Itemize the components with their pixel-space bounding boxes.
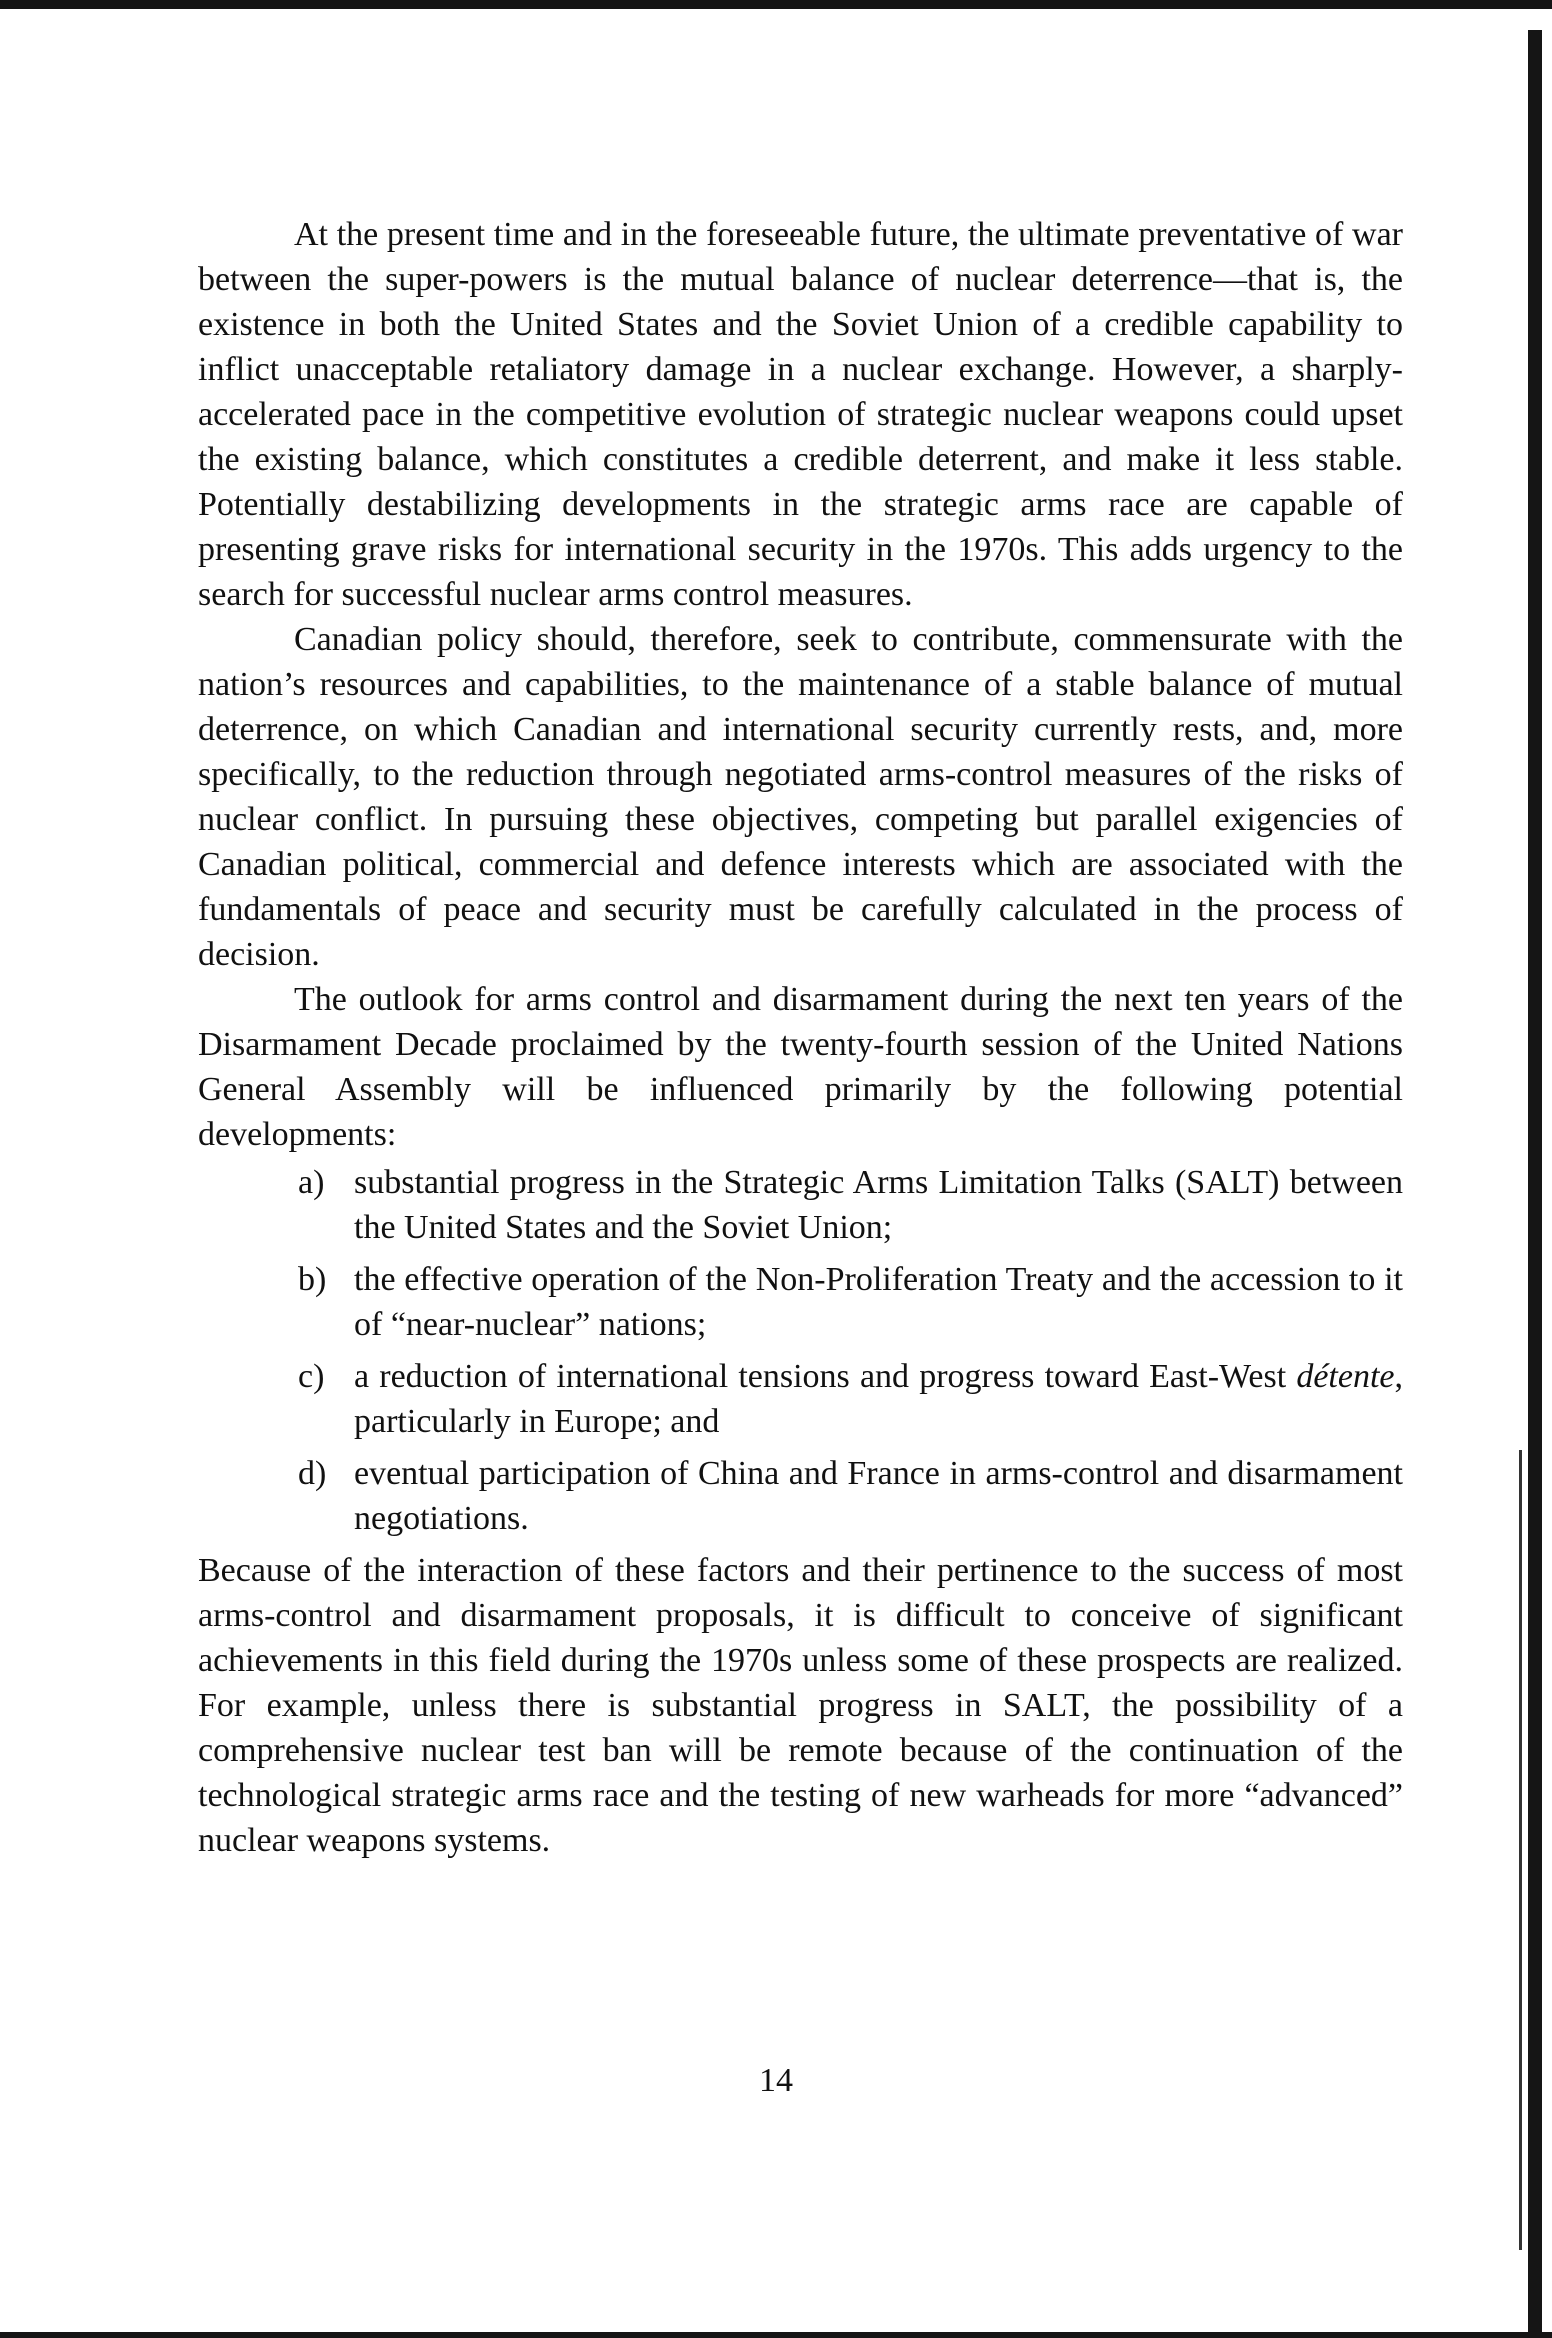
document-body [198,212,1403,1863]
bottom-border-rule [0,2332,1552,2338]
list-item [198,1451,1403,1541]
page-number: 14 [759,2062,793,2099]
list-item [198,1354,1403,1444]
right-inner-rule [1519,1450,1522,2250]
paragraph-canadian-policy: Canadian policy should, therefore, seek to contribute, commensurate with the nation’s resources and capabilities, to the maintenance of a stable balance of mutual deterrence, on which Canadian and international security currently rests, and, more specifically, to the reduction through negotiated arms-control measures of the risks of nuclear conflict. In pursuing these objectives, competing but parallel exigencies of Canadian political, commercial and defence interests which are associated with the fundamentals of peace and security must be carefully calculated in the process of decision. [198,621,1403,973]
list-item-text: eventual participation of China and France in arms-control and disarmament negotiations. [354,1455,1403,1537]
paragraph-deterrence: At the present time and in the foreseeable future, the ultimate preventative of war between the super-powers is the mutual balance of nuclear deterrence—that is, the existence in both the United States and the Soviet Union of a credible capability to inflict unacceptable retaliatory damage in a nuclear exchange. However, a sharply-accelerated pace in the competitive evolution of strategic nuclear weapons could upset the existing balance, which constitutes a credible deterrent, and make it less stable. Potentially destabilizing developments in the strategic arms race are capable of presenting grave risks for international security in the 1970s. This adds urgency to the search for successful nuclear arms control measures. [198,216,1403,613]
paragraph-closing: Because of the interaction of these factors and their pertinence to the success of most arms-control and disarmament proposals, it is difficult to conceive of significant achievements in this field during the 1970s unless some of these prospects are realized. For example, unless there is substantial progress in SALT, the possibility of a comprehensive nuclear test ban will be remote because of the continuation of the technological strategic arms race and the testing of new warheads for more “advanced” nuclear weapons systems. [198,1552,1403,1859]
italic-term-detente: détente [1296,1358,1395,1395]
right-border-rule [1528,30,1542,2335]
list-marker: a) [298,1164,325,1201]
list-marker: c) [298,1358,325,1395]
list-marker: d) [298,1455,327,1492]
list-item [198,1257,1403,1347]
list-item-text [354,1354,1403,1444]
paragraph-outlook: The outlook for arms control and disarmament during the next ten years of the Disarmament Decade proclaimed by the twenty-fourth session of the United Nations General Assembly will be influenced primarily by the following potential developments: [198,981,1403,1153]
top-border-rule [0,0,1552,9]
list-marker: b) [298,1261,327,1298]
developments-list [198,1160,1403,1541]
list-item [198,1160,1403,1250]
list-item-text: the effective operation of the Non-Proliferation Treaty and the accession to it of “near-nuclear” nations; [354,1261,1403,1343]
list-item-text-before: a reduction of international tensions and progress toward East-West [354,1358,1297,1395]
list-item-text-after: , particularly in Europe; and [354,1358,1403,1440]
list-item-text: substantial progress in the Strategic Arms Limitation Talks (SALT) between the United States and the Soviet Union; [354,1164,1403,1246]
